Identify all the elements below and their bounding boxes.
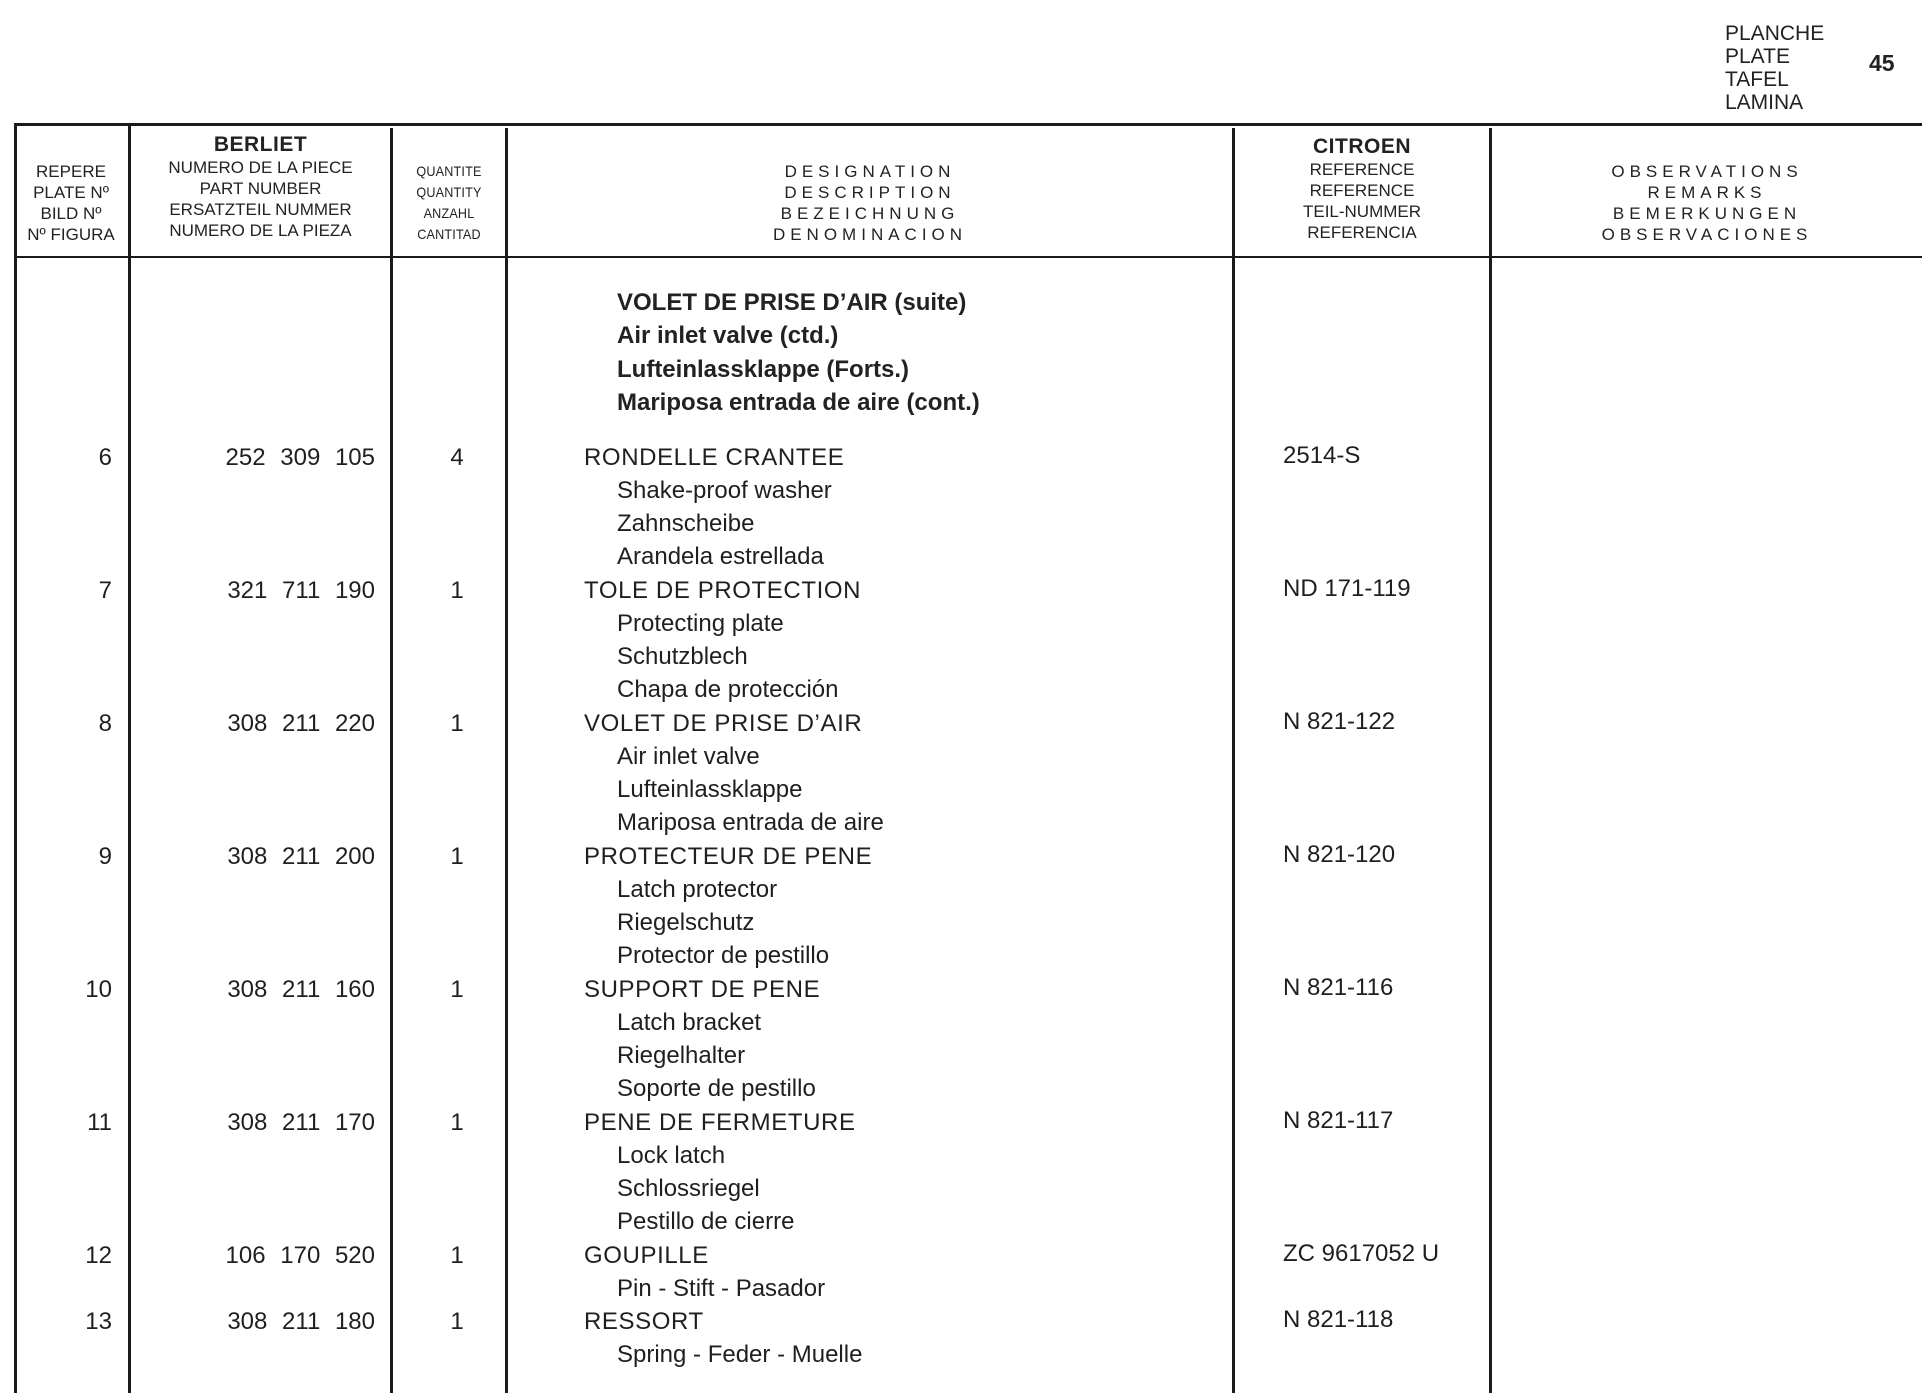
row-quantity: 1 [450, 976, 464, 1003]
row-citroen-reference: 2514-S [1283, 442, 1361, 469]
row-designation-translation: Latch bracket [617, 1009, 762, 1036]
row-part-number: 252 309 105 [225, 444, 375, 471]
row-citroen-reference: N 821-122 [1283, 708, 1396, 735]
row-part-number: 308 211 220 [227, 710, 375, 737]
row-quantity: 4 [450, 444, 464, 471]
row-designation: GOUPILLE [584, 1242, 709, 1269]
row-part-number: 321 711 190 [227, 577, 375, 604]
section-title-es: Mariposa entrada de aire (cont.) [617, 389, 980, 416]
header-designation-line: BEZEICHNUNG [780, 204, 960, 223]
header-repere-line: Nº FIGURA [27, 225, 115, 244]
row-designation-translation: Pin - Stift - Pasador [617, 1275, 826, 1302]
header-citroen [1235, 135, 1489, 243]
column-divider-repere [128, 123, 131, 1393]
plate-label-lamina: LAMINA [1725, 91, 1804, 114]
table-top-border [14, 123, 1922, 126]
header-citroen-line: REFERENCE [1309, 160, 1415, 179]
row-designation: SUPPORT DE PENE [584, 976, 821, 1003]
header-berliet-line: NUMERO DE LA PIECE [168, 158, 353, 177]
row-quantity: 1 [450, 1109, 464, 1136]
header-repere [14, 161, 128, 245]
header-observations-line: BEMERKUNGEN [1612, 204, 1802, 223]
column-divider-berliet [390, 128, 393, 1393]
header-designation-line: DESCRIPTION [784, 183, 956, 202]
row-designation: PROTECTEUR DE PENE [584, 843, 873, 870]
row-repere: 12 [85, 1242, 112, 1269]
row-designation-translation: Protecting plate [617, 610, 784, 637]
row-designation-translation: Chapa de protección [617, 676, 839, 703]
column-divider-quantite [505, 128, 508, 1393]
column-divider-designation [1232, 128, 1235, 1393]
row-designation-translation: Riegelschutz [617, 909, 755, 936]
header-citroen-line: REFERENCE [1309, 181, 1415, 200]
section-title-de: Lufteinlassklappe (Forts.) [617, 356, 910, 383]
row-repere: 11 [87, 1109, 112, 1136]
row-repere: 8 [98, 710, 112, 737]
plate-label-plate: PLATE [1725, 45, 1790, 68]
row-designation-translation: Schlossriegel [617, 1175, 760, 1202]
header-quantite-line: ANZAHL [423, 205, 475, 221]
header-quantite-line: QUANTITY [416, 184, 482, 200]
header-berliet [131, 133, 390, 241]
row-part-number: 106 170 520 [225, 1242, 375, 1269]
row-designation: TOLE DE PROTECTION [584, 577, 862, 604]
row-citroen-reference: N 821-120 [1283, 841, 1396, 868]
row-quantity: 1 [450, 843, 464, 870]
section-title-en: Air inlet valve (ctd.) [617, 322, 839, 349]
header-berliet-brand: BERLIET [213, 133, 308, 156]
plate-label-tafel: TAFEL [1725, 68, 1789, 91]
header-berliet-line: NUMERO DE LA PIEZA [169, 221, 352, 240]
column-divider-left-edge [14, 123, 17, 1393]
header-citroen-line: REFERENCIA [1307, 223, 1417, 242]
header-observations-line: REMARKS [1647, 183, 1767, 202]
header-designation-line: DENOMINACION [772, 225, 968, 244]
row-part-number: 308 211 160 [227, 976, 375, 1003]
row-designation: RESSORT [584, 1308, 704, 1335]
header-quantite [393, 161, 505, 245]
plate-labels [1725, 22, 1824, 114]
row-designation-translation: Mariposa entrada de aire [617, 809, 884, 836]
row-designation: RONDELLE CRANTEE [584, 444, 845, 471]
row-citroen-reference: N 821-116 [1283, 974, 1394, 1001]
row-repere: 9 [98, 843, 112, 870]
row-quantity: 1 [450, 710, 464, 737]
row-designation-translation: Latch protector [617, 876, 778, 903]
row-designation-translation: Shake-proof washer [617, 477, 832, 504]
plate-label-planche: PLANCHE [1725, 22, 1825, 45]
row-designation-translation: Protector de pestillo [617, 942, 830, 969]
header-bottom-border [14, 256, 1922, 258]
row-designation: PENE DE FERMETURE [584, 1109, 856, 1136]
header-repere-line: BILD Nº [40, 204, 102, 223]
row-designation-translation: Arandela estrellada [617, 543, 824, 570]
row-quantity: 1 [450, 1242, 464, 1269]
header-designation [508, 161, 1232, 245]
row-quantity: 1 [450, 577, 464, 604]
header-repere-line: PLATE Nº [33, 183, 109, 202]
row-citroen-reference: N 821-118 [1283, 1306, 1394, 1333]
header-observations [1492, 161, 1922, 245]
row-designation-translation: Lufteinlassklappe [617, 776, 803, 803]
header-citroen-line: TEIL-NUMMER [1302, 202, 1422, 221]
column-divider-citroen [1489, 128, 1492, 1393]
header-berliet-line: PART NUMBER [199, 179, 322, 198]
row-quantity: 1 [450, 1308, 464, 1335]
header-designation-line: DESIGNATION [784, 162, 956, 181]
row-designation-translation: Zahnscheibe [617, 510, 755, 537]
row-citroen-reference: N 821-117 [1283, 1107, 1394, 1134]
header-quantite-line: CANTITAD [417, 226, 481, 242]
row-designation-translation: Lock latch [617, 1142, 726, 1169]
row-designation-translation: Riegelhalter [617, 1042, 746, 1069]
section-title-fr: VOLET DE PRISE D’AIR (suite) [617, 289, 967, 316]
row-designation-translation: Soporte de pestillo [617, 1075, 816, 1102]
row-repere: 7 [98, 577, 112, 604]
row-part-number: 308 211 180 [227, 1308, 375, 1335]
row-part-number: 308 211 170 [227, 1109, 375, 1136]
header-quantite-line: QUANTITE [416, 163, 482, 179]
row-repere: 13 [85, 1308, 112, 1335]
plate-number: 45 [1869, 50, 1895, 76]
header-observations-line: OBSERVACIONES [1601, 225, 1813, 244]
row-part-number: 308 211 200 [227, 843, 375, 870]
row-citroen-reference: ND 171-119 [1283, 575, 1411, 602]
row-designation: VOLET DE PRISE D’AIR [584, 710, 863, 737]
row-designation-translation: Pestillo de cierre [617, 1208, 795, 1235]
row-citroen-reference: ZC 9617052 U [1283, 1240, 1440, 1267]
row-designation-translation: Air inlet valve [617, 743, 760, 770]
row-designation-translation: Spring - Feder - Muelle [617, 1341, 863, 1368]
header-berliet-line: ERSATZTEIL NUMMER [169, 200, 352, 219]
header-observations-line: OBSERVATIONS [1611, 162, 1803, 181]
row-repere: 6 [98, 444, 112, 471]
header-repere-line: REPERE [36, 162, 106, 181]
header-citroen-brand: CITROEN [1313, 135, 1411, 158]
row-designation-translation: Schutzblech [617, 643, 748, 670]
row-repere: 10 [85, 976, 112, 1003]
